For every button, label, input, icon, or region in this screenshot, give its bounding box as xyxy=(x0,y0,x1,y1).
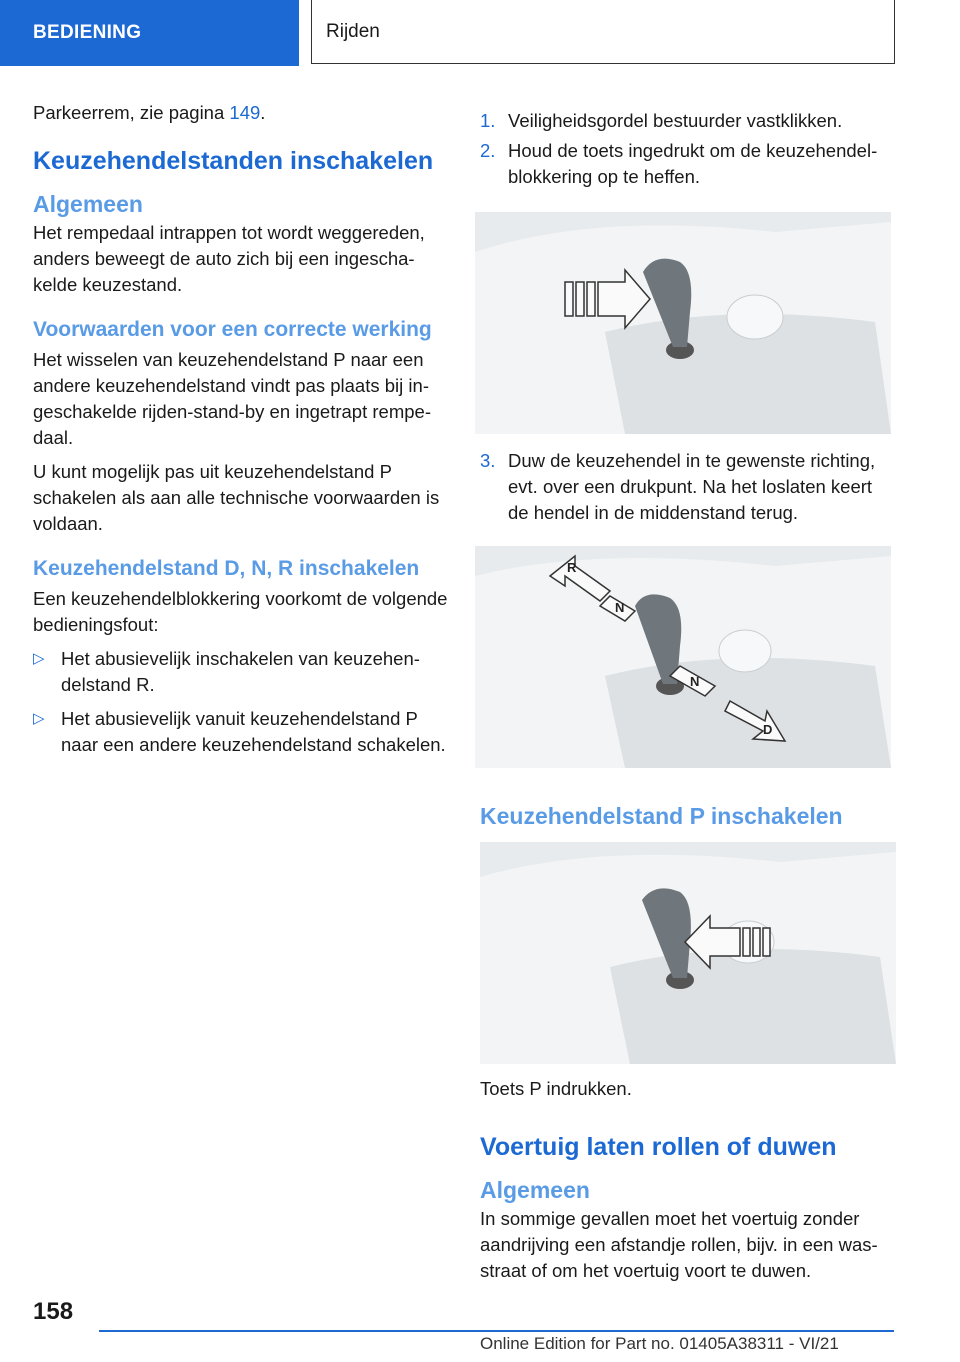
intro-paragraph: Parkeerrem, zie pagina 149. xyxy=(33,102,266,123)
caption-p: Toets P indrukken. xyxy=(480,1078,632,1099)
heading-voorwaarden: Voorwaarden voor een correcte werking xyxy=(33,318,432,341)
heading-p-inschakelen: Keuzehendelstand P inschakelen xyxy=(480,803,843,829)
list-item: ▷ Het abusievelijk vanuit keuzehendelstand P naar een andere keuzehendelstand schakelen. xyxy=(33,706,449,758)
gear-selector-p-button-illustration xyxy=(480,842,896,1064)
gear-label: N xyxy=(615,600,625,615)
gear-label: N xyxy=(690,674,700,689)
paragraph-voorwaarden-2: U kunt mogelijk pas uit keuzehendelstand P schakelen als aan alle technische voorwaarden is voldaan. xyxy=(33,461,440,534)
step-item: 2. Houd de toets ingedrukt om de keuzehendelblokkering op te heffen. xyxy=(480,140,878,187)
gear-selector-direction-illustration xyxy=(475,546,891,768)
paragraph-dnr: Een keuzehendelblokkering voorkomt de volgende bedieningsfout: xyxy=(33,588,448,635)
heading-algemeen-right: Algemeen xyxy=(480,1177,590,1203)
page-header xyxy=(0,0,960,66)
step-item: 1. Veiligheidsgordel bestuurder vastklikken. xyxy=(480,110,843,131)
edition-footer: Online Edition for Part no. 01405A38311 - VI/21 xyxy=(480,1334,839,1353)
chapter-title: Rijden xyxy=(311,0,895,64)
paragraph-voorwaarden-1: Het wisselen van keuzehendelstand P naar een andere keuzehendelstand vindt pas plaats bij ingeschakelde rijden-stand-by en ingetrapt rempedaal. xyxy=(33,349,431,448)
list-item: ▷ Het abusievelijk inschakelen van keuzehendelstand R. xyxy=(33,646,449,698)
heading-keuzehendelstanden: Keuzehendelstanden inschakelen xyxy=(33,147,434,175)
step-item: 3. Duw de keuzehendel in te gewenste richting, evt. over een drukpunt. Na het loslaten keert de hendel in de middenstand terug. xyxy=(480,450,876,523)
triangle-bullet-icon: ▷ xyxy=(33,710,45,727)
heading-algemeen: Algemeen xyxy=(33,191,143,217)
left-column xyxy=(33,100,449,766)
paragraph-algemeen: Het rempedaal intrappen tot wordt weggereden, anders beweegt de auto zich bij een ingeschakelde keuzestand. xyxy=(33,222,425,295)
gear-label: D xyxy=(763,722,773,737)
heading-dnr: Keuzehendelstand D, N, R inschakelen xyxy=(33,557,420,580)
right-column xyxy=(480,108,896,1292)
triangle-bullet-icon: ▷ xyxy=(33,650,45,667)
section-tab: BEDIENING xyxy=(0,0,299,66)
page-link[interactable]: 149 xyxy=(229,102,261,123)
gear-selector-push-button-illustration xyxy=(475,212,891,434)
paragraph-rollen: In sommige gevallen moet het voertuig zonder aandrijving een afstandje rollen, bijv. in een wasstraat of om het voertuig voort te duwen. xyxy=(480,1208,878,1281)
heading-rollen-duwen: Voertuig laten rollen of duwen xyxy=(480,1133,837,1161)
footer-divider xyxy=(99,1330,894,1332)
gear-label: R xyxy=(567,560,577,575)
page-number: 158 xyxy=(33,1298,74,1325)
